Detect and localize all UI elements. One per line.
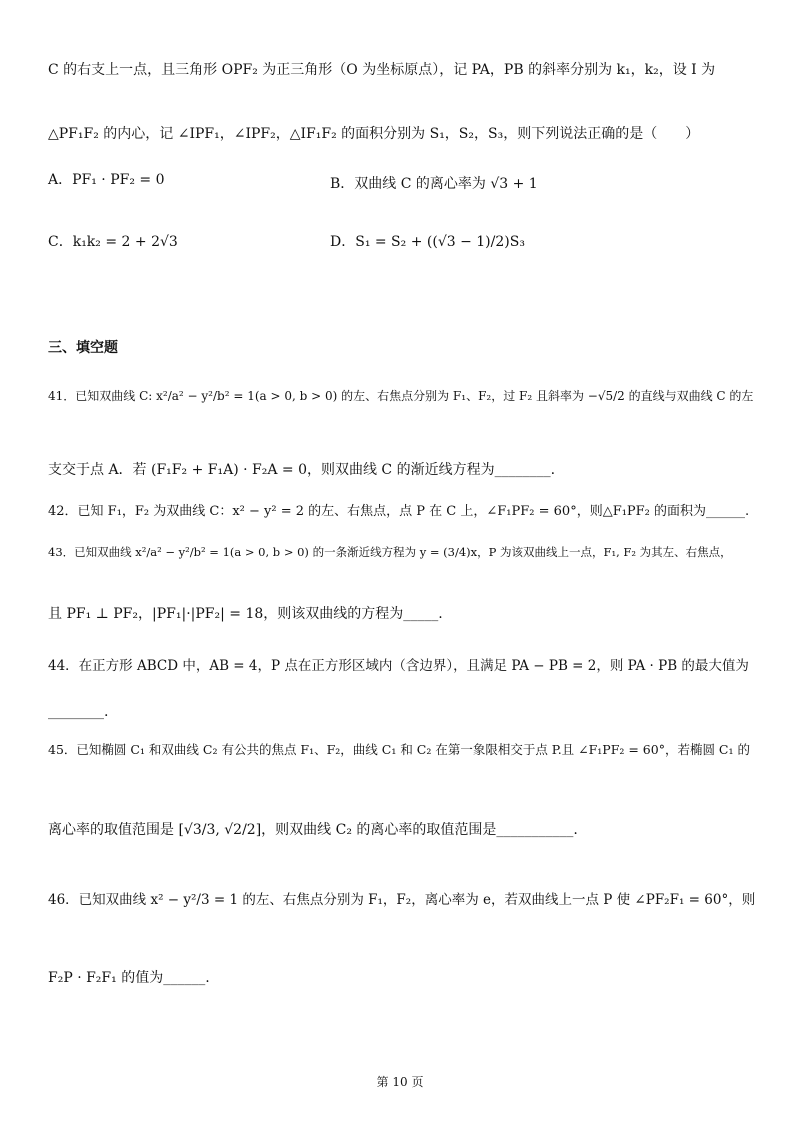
question-43-line-2: 且 PF₁ ⊥ PF₂，|PF₁|·|PF₂| = 18，则该双曲线的方程为_____. <box>48 606 443 622</box>
question-41-line-1: 41．已知双曲线 C: x²/a² − y²/b² = 1(a > 0, b > 0) 的左、右焦点分别为 F₁、F₂，过 F₂ 且斜率为 −√5/2 的直线与双曲线 C 的左 <box>48 389 754 403</box>
option-d: D．S₁ = S₂ + ((√3 − 1)/2)S₃ <box>330 234 525 250</box>
question-45-line-1: 45．已知椭圆 C₁ 和双曲线 C₂ 有公共的焦点 F₁、F₂，曲线 C₁ 和 C₂ 在第一象限相交于点 P.且 ∠F₁PF₂ = 60°，若椭圆 C₁ 的 <box>48 742 750 757</box>
section-title: 三、填空题 <box>48 340 118 356</box>
question-45-line-2: 离心率的取值范围是 [√3/3, √2/2]，则双曲线 C₂ 的离心率的取值范围是___________. <box>48 822 578 838</box>
option-b: B．双曲线 C 的离心率为 √3 + 1 <box>330 176 538 192</box>
page-footer: 第 10 页 <box>376 1075 424 1089</box>
option-a: A．PF₁ · PF₂ = 0 <box>48 172 165 188</box>
prev-question-line-2: △PF₁F₂ 的内心，记 ∠IPF₁，∠IPF₂，△IF₁F₂ 的面积分别为 S₁，S₂，S₃，则下列说法正确的是（ ） <box>48 126 700 142</box>
question-44-line-2: ________. <box>48 704 109 720</box>
question-42-line-1: 42．已知 F₁，F₂ 为双曲线 C：x² − y² = 2 的左、右焦点，点 P 在 C 上，∠F₁PF₂ = 60°，则△F₁PF₂ 的面积为______. <box>48 504 750 519</box>
question-46-line-1: 46．已知双曲线 x² − y²/3 = 1 的左、右焦点分别为 F₁，F₂，离心率为 e，若双曲线上一点 P 使 ∠PF₂F₁ = 60°，则 <box>48 892 756 908</box>
prev-question-line-1: C 的右支上一点，且三角形 OPF₂ 为正三角形（O 为坐标原点），记 PA，PB 的斜率分别为 k₁，k₂，设 I 为 <box>48 62 716 78</box>
question-46-line-2: F₂P · F₂F₁ 的值为______. <box>48 970 210 986</box>
option-c: C．k₁k₂ = 2 + 2√3 <box>48 234 178 250</box>
question-41-line-2: 支交于点 A．若 (F₁F₂ + F₁A) · F₂A = 0，则双曲线 C 的渐近线方程为________. <box>48 462 556 478</box>
question-43-line-1: 43．已知双曲线 x²/a² − y²/b² = 1(a > 0, b > 0) 的一条渐近线方程为 y = (3/4)x，P 为该双曲线上一点，F₁, F₂ 为其左、右焦点， <box>48 545 732 559</box>
question-44-line-1: 44．在正方形 ABCD 中，AB = 4，P 点在正方形区域内（含边界），且满足 PA − PB = 2，则 PA · PB 的最大值为 <box>48 658 749 674</box>
